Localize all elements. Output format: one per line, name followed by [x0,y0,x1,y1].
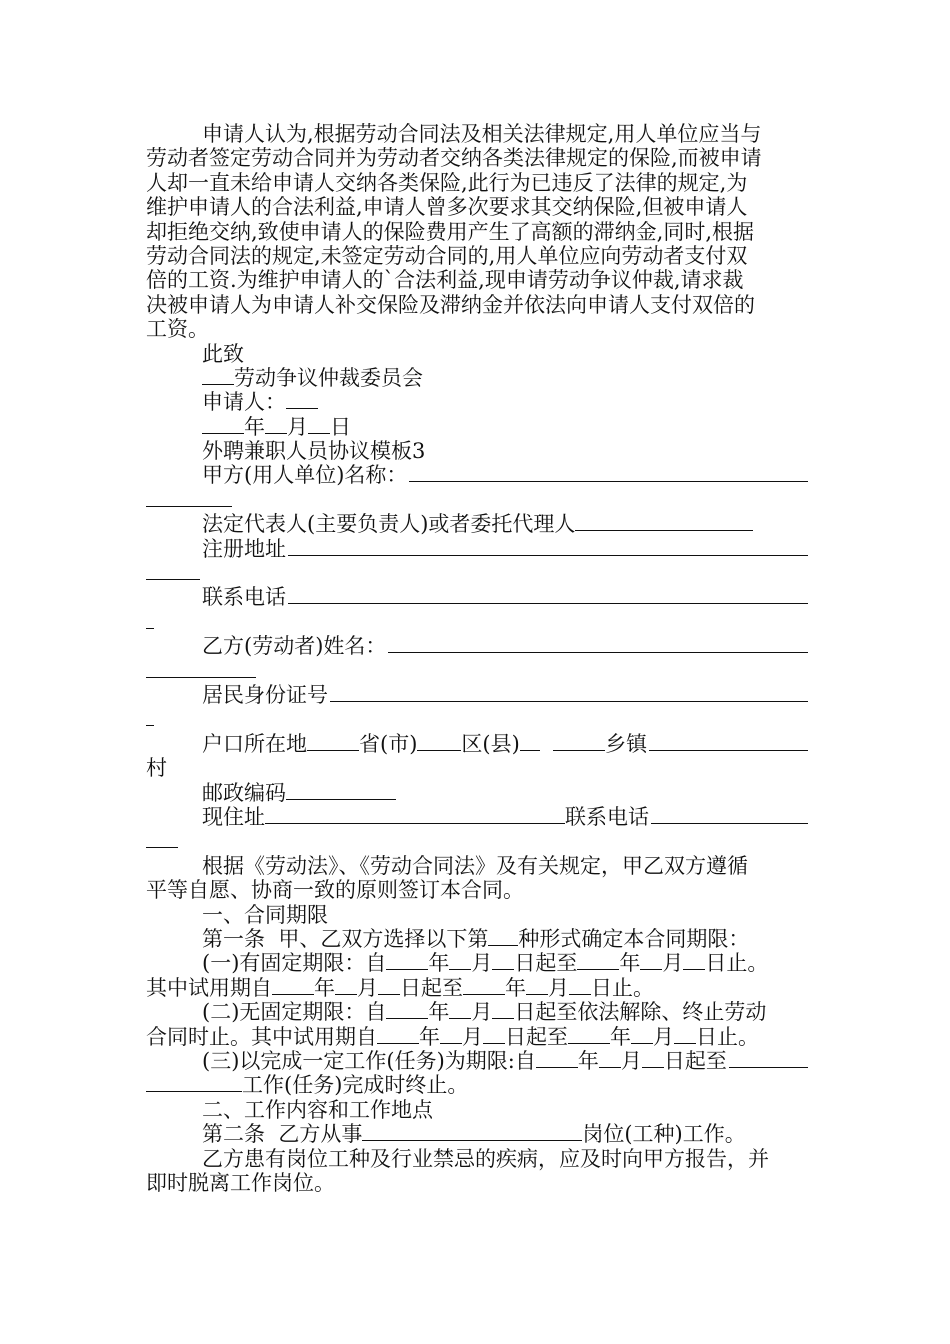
closing-applicant-line [146,390,808,414]
until-label: 日止。 [591,975,654,1000]
year-label: 年 [610,1024,631,1049]
fixed-term-line [146,951,808,975]
month-label: 月 [620,1048,642,1073]
para1-line-2: 劳动者签定劳动合同并为劳动者交纳各类法律规定的保险,而被申请 [146,146,762,171]
until-label: 日止。 [696,1024,759,1049]
month-label: 月 [357,975,378,1000]
current-addr-line [146,805,808,829]
reg-addr-label: 注册地址 [202,536,286,561]
id-overflow [146,707,808,731]
phone2-label: 联系电话 [565,805,649,830]
para1-line-1: 申请人认为,根据劳动合同法及相关法律规定,用人单位应当与 [202,122,762,146]
party-b-label: 乙方(劳动者)姓名： [202,634,387,659]
month-label: 月 [471,1000,493,1025]
from-label: 日起至 [400,975,463,1000]
art1-line [146,927,808,951]
month-label: 月 [287,414,308,439]
from-label: 日起至 [514,951,578,976]
closing-to: 此致 [202,341,244,366]
para1-line-3: 人却一直未给申请人交纳各类保险,此行为已违反了法律的规定,为 [146,170,748,195]
probation-line [146,976,808,1000]
until-label: 日止。 [705,951,769,976]
task-term-line [146,1049,808,1073]
month-label: 月 [471,951,493,976]
para1-line-5: 却拒绝交纳,致使申请人的保险费用产生了高额的滞纳金,同时,根据 [146,219,755,244]
month-label: 月 [662,951,684,976]
party-a-line [146,463,808,487]
year-label: 年 [619,951,641,976]
day-label: 日 [330,414,351,439]
year-label: 年 [314,975,335,1000]
open-term-line-2 [146,1025,808,1049]
township-label: 乡镇 [605,731,648,756]
section1-heading: 一、合同期限 [202,902,328,927]
reg-addr-line [146,537,808,561]
para1-line-7: 倍的工资.为维护申请人的`合法利益,现申请劳动争议仲裁,请求裁 [146,268,744,293]
task-term-line-2 [146,1073,808,1097]
open-term-label-b: 日起至依法解除、终止劳动 [514,1000,767,1025]
month-label: 月 [462,1024,483,1049]
task-term-label-b: 工作(任务)完成时终止。 [242,1073,469,1098]
legal-rep-line [146,512,808,536]
disease-line-2: 即时脱离工作岗位。 [146,1170,335,1195]
hukou-label: 户口所在地 [202,731,307,756]
applicant-label: 申请人： [202,390,286,415]
para1-line-6: 劳动合同法的规定,未签定劳动合同的,用人单位应向劳动者支付双 [146,243,748,268]
art2-line [146,1122,808,1146]
current-addr-label: 现住址 [202,805,265,830]
year-label: 年 [505,975,526,1000]
template-title: 外聘兼职人员协议模板3 [202,439,426,464]
phone-overflow [146,610,808,634]
para1-line-9: 工资。 [146,317,209,342]
province-label: 省(市) [359,731,418,756]
district-label: 区(县) [461,731,520,756]
year-label: 年 [577,1048,599,1073]
party-a-overflow [146,488,808,512]
postcode-label: 邮政编码 [202,780,286,805]
art2-label-a: 第二条 乙方从事 [202,1122,363,1147]
disease-line-1: 乙方患有岗位工种及行业禁忌的疾病，应及时向甲方报告，并 [202,1146,769,1171]
month-label: 月 [548,975,569,1000]
open-term-label-c: 合同时止。其中试用期自 [146,1024,377,1049]
committee-label: 劳动争议仲裁委员会 [234,365,423,390]
document-body [146,122,808,1195]
fixed-term-label: (一)有固定期限：自 [202,951,387,976]
postcode-line [146,781,808,805]
phone-label: 联系电话 [202,585,286,610]
art1-label-b: 种形式确定本合同期限： [518,927,750,951]
para1-line-4: 维护申请人的合法利益,申请人曾多次要求其交纳保险,但被申请人 [146,195,748,220]
section2-heading: 二、工作内容和工作地点 [202,1097,433,1122]
legal-rep-label: 法定代表人(主要负责人)或者委托代理人 [202,512,576,537]
year-label: 年 [428,1000,450,1025]
task-term-label: (三)以完成一定工作(任务)为期限:自 [202,1048,536,1073]
year-label: 年 [244,414,265,439]
art2-label-b: 岗位(工种)工作。 [582,1122,746,1147]
basis-line-1: 根据《劳动法》、《劳动合同法》及有关规定，甲乙双方遵循 [202,853,748,878]
year-label: 年 [428,951,450,976]
art1-label-a: 第一条 甲、乙双方选择以下第 [202,927,489,951]
from-label: 日起至 [505,1024,568,1049]
id-label: 居民身份证号 [202,683,328,708]
year-label: 年 [419,1024,440,1049]
village-line: 村 [146,756,167,781]
para1-line-8: 决被申请人为申请人补交保险及滞纳金并依法向申请人支付双倍的 [146,292,755,317]
month-label: 月 [653,1024,674,1049]
closing-committee-line [146,366,808,390]
open-term-line [146,1000,808,1024]
id-line [146,683,808,707]
party-b-overflow [146,659,808,683]
basis-line-2: 平等自愿、协商一致的原则签订本合同。 [146,878,524,903]
from-label: 日起至 [663,1048,727,1073]
hukou-line [146,732,808,756]
party-a-label: 甲方(用人单位)名称： [202,463,408,488]
reg-addr-overflow [146,561,808,585]
closing-date-line [146,415,808,439]
current-addr-overflow [146,829,808,853]
phone-line [146,585,808,609]
party-b-line [146,634,808,658]
open-term-label: (二)无固定期限：自 [202,1000,387,1025]
probation-label: 其中试用期自 [146,975,272,1000]
